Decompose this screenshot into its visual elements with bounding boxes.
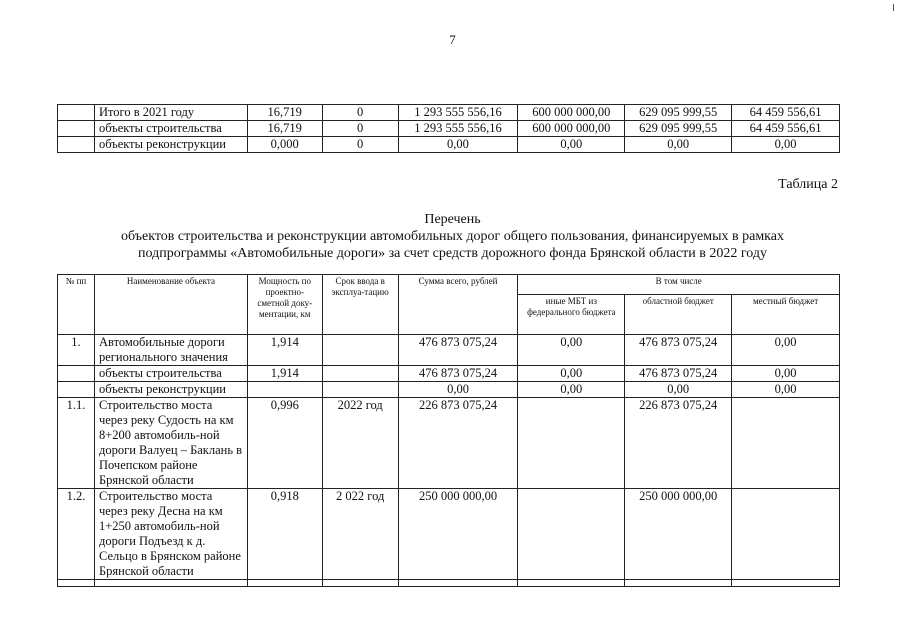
cell-num: 1.2. bbox=[58, 489, 95, 580]
cell-col3: 0 bbox=[322, 105, 398, 121]
cell-regional: 250 000 000,00 bbox=[625, 489, 732, 580]
cell-regional: 629 095 999,55 bbox=[625, 105, 732, 121]
heading-line-3: подпрограммы «Автомобильные дороги» за счет средств дорожного фонда Брянской области в 2022 году bbox=[137, 246, 768, 261]
continuation-cell bbox=[398, 580, 518, 587]
cell-mbt: 0,00 bbox=[518, 137, 625, 153]
cell-regional: 0,00 bbox=[625, 137, 732, 153]
cell-num: 1. bbox=[58, 335, 95, 366]
table-row bbox=[58, 105, 840, 121]
table-row bbox=[58, 137, 840, 153]
cell-capacity: 1,914 bbox=[247, 366, 322, 382]
cell-name: объекты строительства bbox=[94, 121, 247, 137]
cell-term bbox=[322, 335, 398, 366]
cell-num bbox=[58, 366, 95, 382]
cell-col3: 0 bbox=[322, 137, 398, 153]
cell-name: объекты строительства bbox=[94, 366, 247, 382]
cell-capacity: 0,996 bbox=[247, 398, 322, 489]
cell-capacity: 16,719 bbox=[247, 121, 322, 137]
cell-regional: 226 873 075,24 bbox=[625, 398, 732, 489]
cell-mbt: 0,00 bbox=[518, 335, 625, 366]
cell-capacity: 0,918 bbox=[247, 489, 322, 580]
cell-local bbox=[732, 489, 840, 580]
cell-total: 1 293 555 556,16 bbox=[398, 121, 518, 137]
cell-_blank bbox=[58, 105, 95, 121]
table-row bbox=[58, 398, 840, 489]
page-number: 7 bbox=[449, 32, 456, 47]
cell-local: 0,00 bbox=[732, 137, 840, 153]
cell-term bbox=[322, 366, 398, 382]
table-row bbox=[58, 335, 840, 366]
header-regional: областной бюджет bbox=[625, 295, 732, 335]
continuation-cell bbox=[625, 580, 732, 587]
cell-num bbox=[58, 382, 95, 398]
continuation-cell bbox=[322, 580, 398, 587]
table-row bbox=[58, 121, 840, 137]
cell-total: 476 873 075,24 bbox=[398, 335, 518, 366]
header-local: местный бюджет bbox=[732, 295, 840, 335]
cell-_blank bbox=[58, 121, 95, 137]
cell-name: объекты реконструкции bbox=[94, 137, 247, 153]
cell-term: 2022 год bbox=[322, 398, 398, 489]
cell-total: 476 873 075,24 bbox=[398, 366, 518, 382]
cell-num: 1.1. bbox=[58, 398, 95, 489]
continuation-cell bbox=[247, 580, 322, 587]
cell-name: Строительство моста через реку Судость на км 8+200 автомобиль-ной дороги Валуец – Баклань в Почепском районе Брянской области bbox=[94, 398, 247, 489]
cell-total: 0,00 bbox=[398, 137, 518, 153]
continuation-cell bbox=[94, 580, 247, 587]
cell-total: 226 873 075,24 bbox=[398, 398, 518, 489]
cell-capacity: 1,914 bbox=[247, 335, 322, 366]
cell-local: 64 459 556,61 bbox=[732, 105, 840, 121]
heading-line-1: Перечень bbox=[424, 212, 481, 227]
cell-mbt: 600 000 000,00 bbox=[518, 105, 625, 121]
cell-total: 250 000 000,00 bbox=[398, 489, 518, 580]
table-row bbox=[58, 489, 840, 580]
cell-name: Автомобильные дороги регионального значения bbox=[94, 335, 247, 366]
header-term: Срок ввода в эксплуа-тацию bbox=[322, 275, 398, 335]
cell-local: 0,00 bbox=[732, 382, 840, 398]
cell-_blank bbox=[58, 137, 95, 153]
cell-term bbox=[322, 382, 398, 398]
table-2-heading bbox=[40, 211, 865, 262]
cell-mbt bbox=[518, 489, 625, 580]
cell-capacity: 0,000 bbox=[247, 137, 322, 153]
header-total: Сумма всего, рублей bbox=[398, 275, 518, 335]
cell-mbt: 0,00 bbox=[518, 382, 625, 398]
cell-mbt: 600 000 000,00 bbox=[518, 121, 625, 137]
objects-2022-table bbox=[57, 274, 840, 587]
table-row bbox=[58, 366, 840, 382]
cell-name: Строительство моста через реку Десна на км 1+250 автомобиль-ной дороги Подъезд к д. Сельцо в Брянском районе Брянской области bbox=[94, 489, 247, 580]
header-mbt: иные МБТ из федерального бюджета bbox=[518, 295, 625, 335]
header-capacity: Мощность по проектно-сметной доку-ментации, км bbox=[247, 275, 322, 335]
cell-regional: 629 095 999,55 bbox=[625, 121, 732, 137]
continuation-cell bbox=[518, 580, 625, 587]
cell-term: 2 022 год bbox=[322, 489, 398, 580]
cell-mbt: 0,00 bbox=[518, 366, 625, 382]
continuation-cell bbox=[58, 580, 95, 587]
scan-edge-mark bbox=[893, 4, 894, 11]
cell-total: 1 293 555 556,16 bbox=[398, 105, 518, 121]
header-including: В том числе bbox=[518, 275, 840, 295]
cell-total: 0,00 bbox=[398, 382, 518, 398]
cell-local: 64 459 556,61 bbox=[732, 121, 840, 137]
cell-mbt bbox=[518, 398, 625, 489]
table-2-label: Таблица 2 bbox=[778, 177, 838, 192]
cell-regional: 0,00 bbox=[625, 382, 732, 398]
cell-local: 0,00 bbox=[732, 366, 840, 382]
cell-capacity bbox=[247, 382, 322, 398]
cell-capacity: 16,719 bbox=[247, 105, 322, 121]
table-row bbox=[58, 382, 840, 398]
continuation-cell bbox=[732, 580, 840, 587]
cell-local bbox=[732, 398, 840, 489]
cell-regional: 476 873 075,24 bbox=[625, 335, 732, 366]
cell-regional: 476 873 075,24 bbox=[625, 366, 732, 382]
cell-local: 0,00 bbox=[732, 335, 840, 366]
cell-col3: 0 bbox=[322, 121, 398, 137]
cell-name: объекты реконструкции bbox=[94, 382, 247, 398]
continuation-row bbox=[58, 580, 840, 587]
heading-line-2: объектов строительства и реконструкции автомобильных дорог общего пользования, финансируемых в рамках bbox=[121, 229, 784, 244]
cell-name: Итого в 2021 году bbox=[94, 105, 247, 121]
header-num: № пп bbox=[58, 275, 95, 335]
summary-2021-table bbox=[57, 104, 840, 153]
header-name: Наименование объекта bbox=[94, 275, 247, 335]
